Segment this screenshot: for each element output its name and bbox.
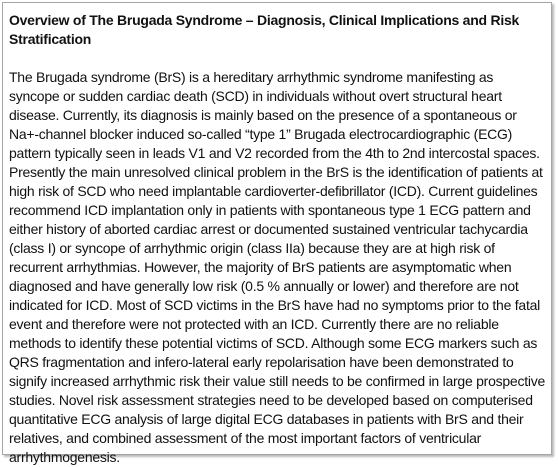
abstract-text: The Brugada syndrome (BrS) is a hereditary arrhythmic syndrome manifesting as syncope or sudden cardiac death (SCD) in individuals without overt structural heart disease. Currently, its diagnosis is mainly based on the presence of a spontaneous or Na+-channel blocker induced so-called “type 1” Brugada electrocardiographic (ECG) pattern typically seen in leads V1 and V2 recorded from the 4th to 2nd intercostal spaces. Presently the main unresolved clinical problem in the BrS is the identification of patients at high risk of SCD who need implantable cardioverter-defibrillator (ICD). Current guidelines recommend ICD implantation only in patients with spontaneous type 1 ECG pattern and either history of aborted cardiac arrest or documented sustained ventricular tachycardia (class I) or syncope of arrhythmic origin (class IIa) because they are at high risk of recurrent arrhythmias. However, the majority of BrS patients are asymptomatic when diagnosed and have generally low risk (0.5 % annually or lower) and therefore are not indicated for ICD. Most of SCD victims in the BrS have had no symptoms prior to the fatal event and therefore were not protected with an ICD. Currently there are no reliable methods to identify these potential victims of SCD. Although some ECG markers such as QRS fragmentation and infero-lateral early repolarisation have been demonstrated to signify increased arrhythmic risk their value still needs to be confirmed in large prospective studies. Novel risk assessment strategies need to be developed based on computerised quantitative ECG analysis of large digital ECG databases in patients with BrS and their relatives, and combined assessment of the most important factors of ventricular arrhythmogenesis. [9,69,545,465]
abstract-box [2,2,552,465]
document-title: Overview of The Brugada Syndrome – Diagnosis, Clinical Implications and Risk Stratification [9,12,520,47]
